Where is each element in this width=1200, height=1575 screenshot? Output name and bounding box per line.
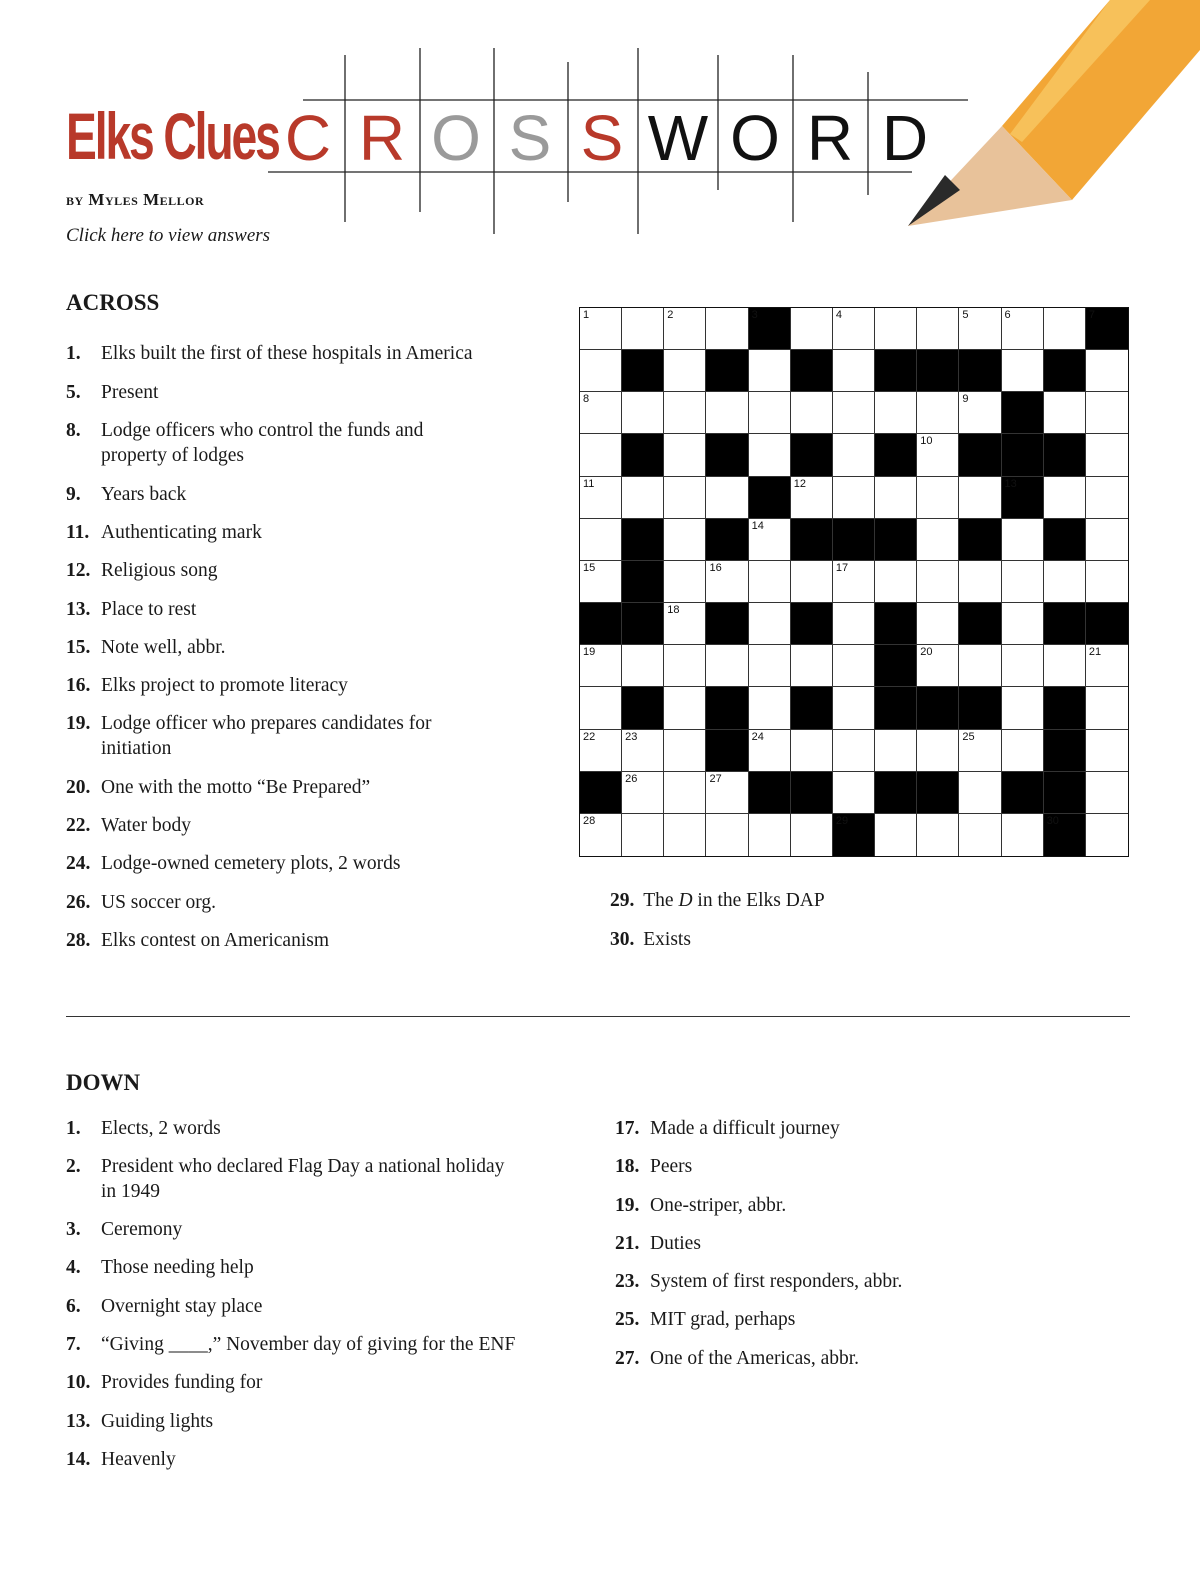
grid-black-square bbox=[959, 687, 1001, 729]
grid-black-square bbox=[1044, 350, 1086, 392]
grid-cell[interactable] bbox=[959, 645, 1001, 687]
grid-cell[interactable] bbox=[622, 308, 664, 350]
grid-cell[interactable] bbox=[833, 645, 875, 687]
grid-black-square bbox=[1002, 392, 1044, 434]
grid-cell-number: 5 bbox=[962, 309, 969, 321]
grid-cell[interactable] bbox=[1086, 687, 1128, 729]
grid-black-square bbox=[622, 434, 664, 476]
grid-black-square bbox=[622, 561, 664, 603]
grid-black-square bbox=[1044, 603, 1086, 645]
grid-black-square bbox=[1002, 477, 1044, 519]
byline: by Myles Mellor bbox=[66, 190, 205, 209]
grid-cell[interactable] bbox=[959, 477, 1001, 519]
grid-black-square bbox=[959, 519, 1001, 561]
grid-cell[interactable] bbox=[706, 392, 748, 434]
grid-cell[interactable] bbox=[917, 308, 959, 350]
grid-black-square bbox=[959, 350, 1001, 392]
grid-cell[interactable] bbox=[959, 561, 1001, 603]
grid-black-square bbox=[706, 434, 748, 476]
grid-cell[interactable] bbox=[1044, 477, 1086, 519]
grid-cell[interactable] bbox=[1086, 392, 1128, 434]
grid-black-square bbox=[875, 434, 917, 476]
grid-cell-number: 29 bbox=[835, 814, 849, 827]
grid-black-square bbox=[959, 434, 1001, 476]
grid-black-square bbox=[706, 519, 748, 561]
title-letter: S bbox=[508, 102, 552, 174]
grid-black-square bbox=[959, 603, 1001, 645]
grid-black-square bbox=[875, 519, 917, 561]
grid-cell[interactable] bbox=[706, 308, 748, 350]
grid-cell[interactable] bbox=[959, 814, 1001, 856]
grid-cell-number: 23 bbox=[625, 730, 638, 743]
grid-cell[interactable] bbox=[917, 392, 959, 434]
grid-cell-number: 3 bbox=[751, 309, 758, 321]
grid-cell[interactable] bbox=[917, 519, 959, 561]
grid-cell-number: 24 bbox=[751, 730, 764, 743]
grid-black-square bbox=[622, 519, 664, 561]
grid-black-square bbox=[875, 350, 917, 392]
grid-cell[interactable] bbox=[706, 814, 748, 856]
title-letter: W bbox=[647, 102, 709, 174]
grid-cell[interactable] bbox=[833, 687, 875, 729]
grid-cell[interactable] bbox=[833, 730, 875, 772]
grid-cell[interactable] bbox=[1086, 772, 1128, 814]
grid-black-square bbox=[706, 603, 748, 645]
grid-cell-number: 1 bbox=[583, 309, 590, 321]
grid-black-square bbox=[875, 603, 917, 645]
grid-cell[interactable] bbox=[959, 392, 1001, 434]
grid-cell[interactable] bbox=[833, 308, 875, 350]
grid-cell[interactable] bbox=[1086, 645, 1128, 687]
title-letter: C bbox=[284, 102, 332, 174]
grid-cell[interactable] bbox=[833, 561, 875, 603]
grid-black-square bbox=[917, 687, 959, 729]
grid-cell[interactable] bbox=[1002, 603, 1044, 645]
grid-cell[interactable] bbox=[833, 392, 875, 434]
grid-black-square bbox=[706, 350, 748, 392]
grid-cell-number: 9 bbox=[962, 393, 969, 406]
grid-black-square bbox=[622, 603, 664, 645]
grid-cell[interactable] bbox=[749, 561, 791, 603]
grid-cell-number: 20 bbox=[920, 646, 933, 659]
grid-cell[interactable] bbox=[791, 308, 833, 350]
grid-cell[interactable] bbox=[749, 434, 791, 476]
grid-cell[interactable] bbox=[664, 477, 706, 519]
grid-cell[interactable] bbox=[875, 814, 917, 856]
grid-cell[interactable] bbox=[664, 603, 706, 645]
grid-cell[interactable] bbox=[833, 603, 875, 645]
grid-black-square bbox=[622, 350, 664, 392]
grid-cell-number: 28 bbox=[583, 814, 596, 827]
grid-cell[interactable] bbox=[833, 772, 875, 814]
grid-cell[interactable] bbox=[580, 561, 622, 603]
grid-cell[interactable] bbox=[917, 477, 959, 519]
grid-cell[interactable] bbox=[580, 814, 622, 856]
grid-cell-number: 25 bbox=[962, 730, 975, 743]
grid-cell[interactable] bbox=[664, 308, 706, 350]
grid-black-square bbox=[791, 772, 833, 814]
grid-black-square bbox=[580, 772, 622, 814]
grid-cell[interactable] bbox=[1044, 561, 1086, 603]
grid-black-square bbox=[706, 730, 748, 772]
grid-cell[interactable] bbox=[1002, 730, 1044, 772]
grid-cell[interactable] bbox=[706, 561, 748, 603]
title-letter: D bbox=[881, 102, 929, 174]
grid-cell[interactable] bbox=[1086, 477, 1128, 519]
grid-black-square bbox=[875, 772, 917, 814]
grid-cell[interactable] bbox=[749, 645, 791, 687]
grid-cell[interactable] bbox=[664, 645, 706, 687]
grid-cell[interactable] bbox=[833, 350, 875, 392]
grid-cell[interactable] bbox=[749, 392, 791, 434]
grid-cell[interactable] bbox=[917, 645, 959, 687]
grid-cell[interactable] bbox=[959, 308, 1001, 350]
grid-cell[interactable] bbox=[622, 477, 664, 519]
grid-cell[interactable] bbox=[791, 730, 833, 772]
grid-cell[interactable] bbox=[580, 308, 622, 350]
grid-cell[interactable] bbox=[706, 645, 748, 687]
grid-cell[interactable] bbox=[1002, 308, 1044, 350]
grid-cell[interactable] bbox=[622, 645, 664, 687]
grid-cell[interactable] bbox=[580, 434, 622, 476]
grid-cell[interactable] bbox=[1086, 434, 1128, 476]
section-divider bbox=[66, 1016, 1130, 1017]
grid-cell[interactable] bbox=[580, 730, 622, 772]
grid-cell-number: 7 bbox=[1088, 309, 1095, 321]
grid-cell[interactable] bbox=[959, 772, 1001, 814]
grid-black-square bbox=[1002, 772, 1044, 814]
grid-cell[interactable] bbox=[622, 814, 664, 856]
grid-cell[interactable] bbox=[580, 687, 622, 729]
across-clue-29: 29. The D in the Elks DAP bbox=[610, 890, 825, 911]
grid-cell[interactable] bbox=[791, 392, 833, 434]
grid-black-square bbox=[749, 308, 791, 350]
grid-black-square bbox=[791, 350, 833, 392]
grid-cell[interactable] bbox=[875, 308, 917, 350]
grid-cell[interactable] bbox=[1002, 561, 1044, 603]
grid-cell[interactable] bbox=[1086, 730, 1128, 772]
grid-cell[interactable] bbox=[664, 350, 706, 392]
grid-cell[interactable] bbox=[791, 645, 833, 687]
grid-cell[interactable] bbox=[1086, 814, 1128, 856]
grid-cell-number: 30 bbox=[1046, 814, 1059, 827]
grid-cell[interactable] bbox=[917, 730, 959, 772]
grid-cell[interactable] bbox=[1086, 519, 1128, 561]
grid-cell[interactable] bbox=[833, 477, 875, 519]
grid-black-square bbox=[917, 772, 959, 814]
grid-black-square bbox=[1086, 308, 1128, 350]
grid-cell[interactable] bbox=[875, 561, 917, 603]
grid-cell-number: 27 bbox=[709, 772, 722, 785]
grid-black-square bbox=[1044, 730, 1086, 772]
grid-cell[interactable] bbox=[917, 561, 959, 603]
grid-cell[interactable] bbox=[664, 392, 706, 434]
grid-cell[interactable] bbox=[749, 814, 791, 856]
grid-cell-number: 18 bbox=[667, 604, 680, 617]
grid-cell[interactable] bbox=[580, 519, 622, 561]
grid-black-square bbox=[791, 603, 833, 645]
grid-black-square bbox=[875, 687, 917, 729]
across-clue-30: 30. Exists bbox=[610, 929, 691, 950]
grid-cell[interactable] bbox=[664, 772, 706, 814]
grid-cell[interactable] bbox=[1002, 350, 1044, 392]
brand-title: Elks Clues bbox=[66, 99, 279, 173]
grid-black-square bbox=[580, 603, 622, 645]
grid-cell[interactable] bbox=[580, 392, 622, 434]
grid-cell-number: 2 bbox=[667, 309, 674, 321]
title-letter: O bbox=[431, 102, 481, 174]
grid-cell[interactable] bbox=[875, 730, 917, 772]
grid-cell[interactable] bbox=[749, 350, 791, 392]
grid-cell[interactable] bbox=[749, 519, 791, 561]
grid-cell[interactable] bbox=[580, 645, 622, 687]
view-answers-link[interactable]: Click here to view answers bbox=[66, 225, 271, 246]
grid-cell[interactable] bbox=[580, 350, 622, 392]
across-heading: ACROSS bbox=[66, 290, 160, 315]
grid-black-square bbox=[1044, 687, 1086, 729]
grid-cell[interactable] bbox=[875, 392, 917, 434]
grid-cell[interactable] bbox=[1002, 519, 1044, 561]
grid-cell-number: 14 bbox=[751, 519, 764, 532]
title-letter: S bbox=[580, 102, 624, 174]
grid-cell[interactable] bbox=[749, 603, 791, 645]
grid-black-square bbox=[833, 814, 875, 856]
grid-black-square bbox=[791, 434, 833, 476]
grid-cell[interactable] bbox=[580, 477, 622, 519]
down-heading: DOWN bbox=[66, 1070, 141, 1095]
grid-black-square bbox=[1044, 519, 1086, 561]
grid-black-square bbox=[1002, 434, 1044, 476]
grid-black-square bbox=[1044, 434, 1086, 476]
grid-black-square bbox=[1044, 772, 1086, 814]
grid-black-square bbox=[749, 477, 791, 519]
grid-cell[interactable] bbox=[664, 519, 706, 561]
grid-black-square bbox=[875, 645, 917, 687]
grid-cell[interactable] bbox=[622, 730, 664, 772]
grid-cell[interactable] bbox=[917, 814, 959, 856]
grid-black-square bbox=[791, 687, 833, 729]
grid-cell[interactable] bbox=[664, 434, 706, 476]
grid-cell[interactable] bbox=[1086, 350, 1128, 392]
grid-cell-number: 16 bbox=[709, 561, 722, 574]
grid-black-square bbox=[791, 519, 833, 561]
grid-cell[interactable] bbox=[622, 392, 664, 434]
crossword-grid bbox=[579, 307, 1129, 857]
grid-cell[interactable] bbox=[1086, 561, 1128, 603]
grid-black-square bbox=[833, 519, 875, 561]
grid-cell[interactable] bbox=[622, 772, 664, 814]
grid-cell[interactable] bbox=[959, 730, 1001, 772]
grid-cell[interactable] bbox=[664, 687, 706, 729]
grid-black-square bbox=[622, 687, 664, 729]
grid-cell[interactable] bbox=[1044, 645, 1086, 687]
grid-black-square bbox=[917, 350, 959, 392]
grid-cell[interactable] bbox=[1002, 687, 1044, 729]
grid-cell-number: 21 bbox=[1088, 646, 1102, 659]
grid-black-square bbox=[749, 772, 791, 814]
grid-cell-number: 6 bbox=[1004, 309, 1011, 321]
grid-black-square bbox=[1086, 603, 1128, 645]
grid-cell[interactable] bbox=[917, 603, 959, 645]
grid-cell[interactable] bbox=[706, 772, 748, 814]
title-letter: R bbox=[358, 102, 406, 174]
grid-cell[interactable] bbox=[664, 814, 706, 856]
grid-cell[interactable] bbox=[1044, 308, 1086, 350]
grid-cell[interactable] bbox=[917, 434, 959, 476]
grid-cell[interactable] bbox=[791, 561, 833, 603]
grid-cell[interactable] bbox=[791, 477, 833, 519]
grid-cell-number: 17 bbox=[835, 561, 849, 574]
grid-cell[interactable] bbox=[749, 730, 791, 772]
grid-cell-number: 26 bbox=[625, 772, 638, 785]
grid-cell-number: 12 bbox=[793, 477, 807, 490]
grid-cell-number: 4 bbox=[835, 309, 843, 321]
grid-cell[interactable] bbox=[1002, 645, 1044, 687]
grid-cell[interactable] bbox=[749, 687, 791, 729]
grid-cell[interactable] bbox=[664, 730, 706, 772]
grid-cell-number: 13 bbox=[1004, 477, 1017, 490]
grid-cell-number: 8 bbox=[583, 393, 590, 406]
grid-black-square bbox=[706, 687, 748, 729]
grid-cell-number: 15 bbox=[583, 561, 596, 574]
grid-cell[interactable] bbox=[791, 814, 833, 856]
grid-cell[interactable] bbox=[706, 477, 748, 519]
grid-cell-number: 10 bbox=[920, 435, 933, 448]
grid-cell-number: 22 bbox=[583, 730, 596, 743]
grid-cell-number: 11 bbox=[583, 477, 595, 490]
title-letter: O bbox=[730, 102, 780, 174]
grid-cell[interactable] bbox=[1044, 392, 1086, 434]
grid-cell-number: 19 bbox=[583, 646, 596, 659]
title-letter: R bbox=[806, 102, 854, 174]
pencil-icon bbox=[0, 0, 1200, 260]
grid-cell[interactable] bbox=[875, 477, 917, 519]
grid-cell[interactable] bbox=[833, 434, 875, 476]
grid-black-square bbox=[1044, 814, 1086, 856]
grid-cell[interactable] bbox=[1002, 814, 1044, 856]
grid-cell[interactable] bbox=[664, 561, 706, 603]
